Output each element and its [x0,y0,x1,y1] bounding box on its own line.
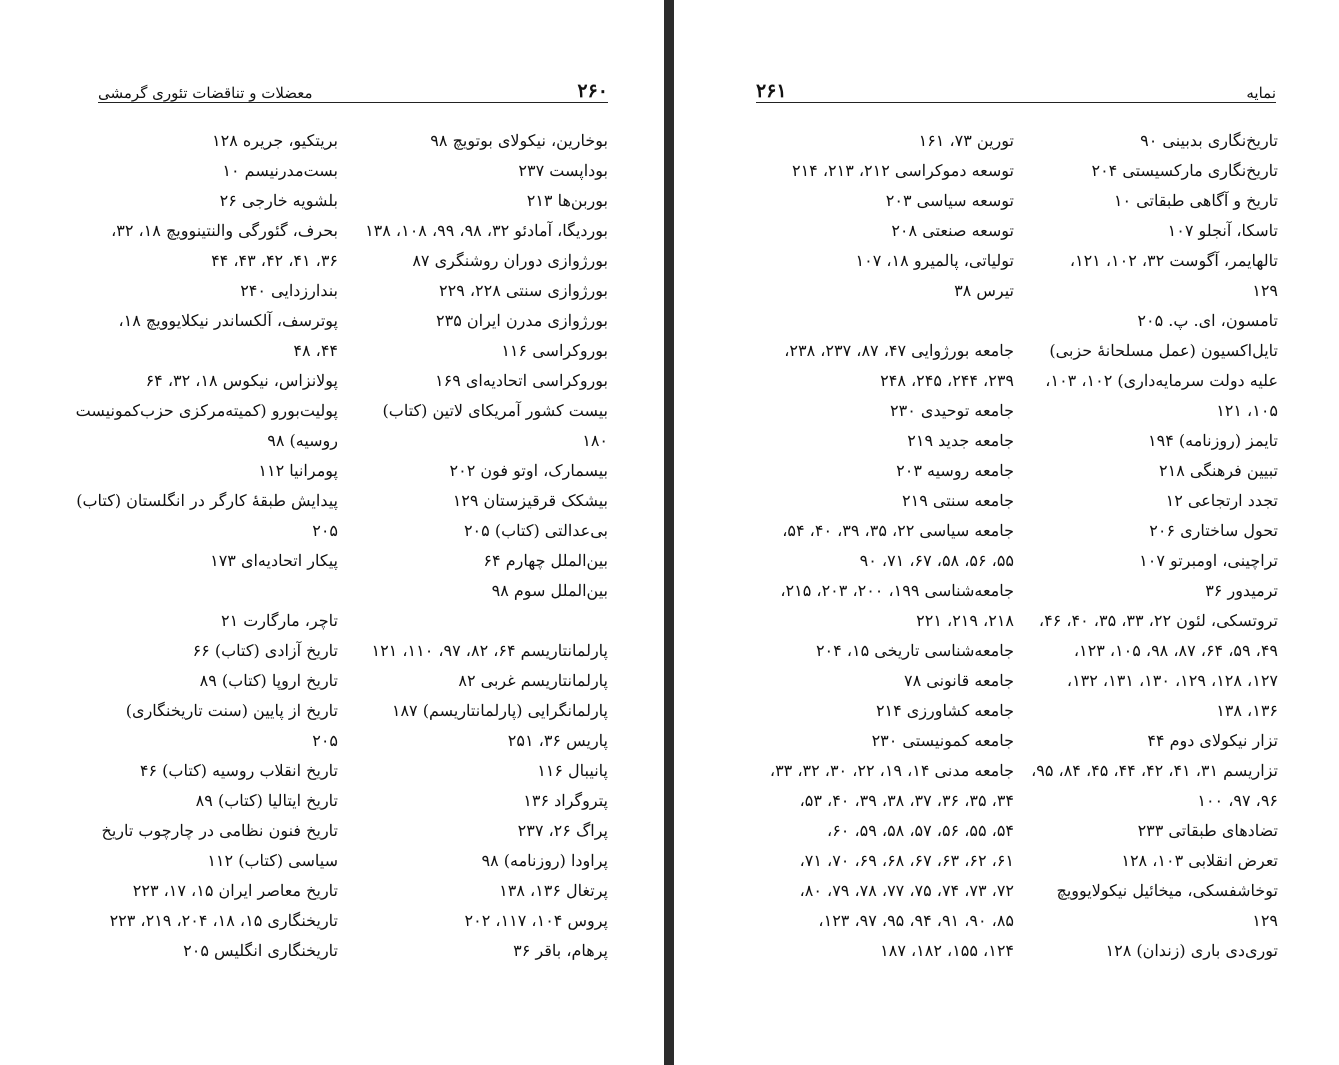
index-entry: ۱۲۹ [1252,281,1278,300]
index-entry: جامعه مدنی ۱۴، ۱۹، ۲۲، ۳۰، ۳۲، ۳۳، [769,761,1014,780]
index-entry: ۱۲۹ [1252,911,1278,930]
index-entry: پروس ۱۰۴، ۱۱۷، ۲۰۲ [464,911,608,930]
index-entry: تاریخ و آگاهی طبقاتی ۱۰ [1113,191,1278,210]
index-entry: جامعه بورژوایی ۴۷، ۸۷، ۲۳۷، ۲۳۸، [784,341,1014,360]
index-entry: ۴۹، ۵۹، ۶۴، ۸۷، ۹۸، ۱۰۵، ۱۲۳، [1073,641,1278,660]
index-entry: جامعه کمونیستی ۲۳۰ [871,731,1014,750]
index-entry: جامعه کشاورزی ۲۱۴ [875,701,1014,720]
index-entry: ۳۶، ۴۱، ۴۲، ۴۳، ۴۴ [211,251,338,270]
left-index-column-a [358,126,608,966]
index-entry: ترمیدور ۳۶ [1205,581,1278,600]
index-entry: تزاریسم ۳۱، ۴۱، ۴۲، ۴۴، ۴۵، ۸۴، ۹۵، [1031,761,1278,780]
index-entry: روسیه) ۹۸ [267,431,338,450]
index-entry: بورژوازی سنتی ۲۲۸، ۲۲۹ [439,281,608,300]
right-page [674,0,1339,1065]
index-entry: ۹۶، ۹۷، ۱۰۰ [1197,791,1278,810]
index-entry: پرتغال ۱۳۶، ۱۳۸ [499,881,608,900]
right-head-title: نمایه [1246,84,1276,102]
index-entry: پتروگراد ۱۳۶ [523,791,608,810]
index-entry: ۶۱، ۶۲، ۶۳، ۶۷، ۶۸، ۶۹، ۷۰، ۷۱، [799,851,1014,870]
index-entry: توخاشفسکی، میخائیل نیکولایوویچ [1056,881,1278,900]
index-entry: ۱۸۰ [582,431,608,450]
index-entry: بیسمارک، اوتو فون ۲۰۲ [449,461,608,480]
index-entry: بوروکراسی اتحادیه‌ای ۱۶۹ [435,371,608,390]
book-spine [664,0,674,1065]
left-page-number: ۲۶۰ [577,80,608,102]
left-index-column-b [75,126,338,966]
index-entry: پراودا (روزنامه) ۹۸ [481,851,608,870]
right-index-column-a [1030,126,1278,966]
index-entry: بلشویه خارجی ۲۶ [219,191,338,210]
index-entry: تیرس ۳۸ [954,281,1014,300]
index-entry: تاچر، مارگارت ۲۱ [220,611,338,630]
index-entry: تراچینی، اومبرتو ۱۰۷ [1139,551,1278,570]
index-entry: تاریخ فنون نظامی در چارچوب تاریخ [101,821,338,840]
index-entry: جامعه سیاسی ۲۲، ۳۵، ۳۹، ۴۰، ۵۴، [782,521,1014,540]
index-entry: تاریخ‌نگاری مارکسیستی ۲۰۴ [1091,161,1278,180]
index-entry: جامعه قانونی ۷۸ [903,671,1014,690]
index-entry: بوداپست ۲۳۷ [518,161,608,180]
index-entry: جامعه سنتی ۲۱۹ [902,491,1014,510]
index-entry: بیست کشور آمریکای لاتین (کتاب) [382,401,608,420]
index-entry: ۴۴، ۴۸ [293,341,338,360]
index-entry: تالهایمر، آگوست ۳۲، ۱۰۲، ۱۲۱، [1069,251,1278,270]
index-entry: جامعه توحیدی ۲۳۰ [890,401,1014,420]
index-entry: تولیاتی، پالمیرو ۱۸، ۱۰۷ [855,251,1014,270]
index-entry: ۲۰۵ [312,731,338,750]
index-entry: ۲۰۵ [312,521,338,540]
index-gap [760,306,1014,336]
index-entry: تاریخ ایتالیا (کتاب) ۸۹ [195,791,338,810]
index-entry: سیاسی (کتاب) ۱۱۲ [207,851,338,870]
index-entry: جامعه‌شناسی ۱۹۹، ۲۰۰، ۲۰۳، ۲۱۵، [780,581,1014,600]
index-entry: بی‌عدالتی (کتاب) ۲۰۵ [463,521,608,540]
left-page [0,0,664,1065]
index-entry: پارلمانتاریسم غربی ۸۲ [458,671,608,690]
right-index-column-b [760,126,1014,966]
index-entry: بین‌الملل چهارم ۶۴ [483,551,608,570]
index-entry: بوردیگا، آمادئو ۳۲، ۹۸، ۹۹، ۱۰۸، ۱۳۸ [365,221,608,240]
index-gap [358,606,608,636]
index-entry: تاریخ از پایین (سنت تاریخنگاری) [125,701,338,720]
index-entry: تاریخ معاصر ایران ۱۵، ۱۷، ۲۲۳ [132,881,338,900]
index-entry: ۲۱۸، ۲۱۹، ۲۲۱ [916,611,1014,630]
index-entry: تزار نیکولای دوم ۴۴ [1147,731,1278,750]
index-entry: بحرف، گئورگی والنتینوویچ ۱۸، ۳۲، [111,221,338,240]
index-entry: پولانزاس، نیکوس ۱۸، ۳۲، ۶۴ [145,371,338,390]
index-entry: پاریس ۳۶، ۲۵۱ [507,731,608,750]
index-gap [94,576,338,606]
index-entry: تضادهای طبقاتی ۲۳۳ [1137,821,1278,840]
index-entry: تورین ۷۳، ۱۶۱ [918,131,1014,150]
index-entry: ۱۲۴، ۱۵۵، ۱۸۲، ۱۸۷ [880,941,1014,960]
index-entry: پارلمانگرایی (پارلمانتاریسم) ۱۸۷ [391,701,608,720]
index-entry: توری‌دی باری (زندان) ۱۲۸ [1105,941,1278,960]
index-entry: پوترسف، آلکساندر نیکلایوویچ ۱۸، [118,311,338,330]
index-entry: ۸۵، ۹۰، ۹۱، ۹۴، ۹۵، ۹۷، ۱۲۳، [818,911,1014,930]
left-head-title: معضلات و تناقضات تئوری گرمشی [98,84,313,102]
index-entry: تروتسکی، لئون ۲۲، ۳۳، ۳۵، ۴۰، ۴۶، [1038,611,1278,630]
index-entry: تبیین فرهنگی ۲۱۸ [1159,461,1278,480]
index-entry: بیشکک قرقیزستان ۱۲۹ [452,491,608,510]
index-entry: ۳۴، ۳۵، ۳۶، ۳۷، ۳۸، ۳۹، ۴۰، ۵۳، [799,791,1014,810]
index-entry: توسعه صنعتی ۲۰۸ [891,221,1014,240]
index-entry: جامعه‌شناسی تاریخی ۱۵، ۲۰۴ [815,641,1014,660]
index-entry: تاریخنگاری ۱۵، ۱۸، ۲۰۴، ۲۱۹، ۲۲۳ [109,911,338,930]
index-entry: ۷۲، ۷۳، ۷۴، ۷۵، ۷۷، ۷۸، ۷۹، ۸۰، [799,881,1014,900]
index-entry: جامعه جدید ۲۱۹ [907,431,1014,450]
index-entry: بندارزدایی ۲۴۰ [240,281,338,300]
index-entry: تجدد ارتجاعی ۱۲ [1165,491,1278,510]
index-entry: تاریخ اروپا (کتاب) ۸۹ [199,671,338,690]
index-entry: پارلمانتاریسم ۶۴، ۸۲، ۹۷، ۱۱۰، ۱۲۱ [371,641,608,660]
index-entry: تعرض انقلابی ۱۰۳، ۱۲۸ [1121,851,1278,870]
index-entry: پانیبال ۱۱۶ [537,761,608,780]
index-entry: علیه دولت سرمایه‌داری) ۱۰۲، ۱۰۳، [1045,371,1278,390]
index-entry: تاریخ انقلاب روسیه (کتاب) ۴۶ [139,761,338,780]
index-entry: ۲۳۹، ۲۴۴، ۲۴۵، ۲۴۸ [880,371,1014,390]
index-entry: توسعه سیاسی ۲۰۳ [885,191,1014,210]
index-entry: بریتکیو، جریره ۱۲۸ [212,131,338,150]
index-entry: پیدایش طبقهٔ کارگر در انگلستان (کتاب) [76,491,338,510]
index-entry: پرهام، باقر ۳۶ [513,941,608,960]
index-entry: بست‌مدرنیسم ۱۰ [222,161,338,180]
left-running-head [98,78,608,103]
index-entry: تایمز (روزنامه) ۱۹۴ [1148,431,1278,450]
index-entry: تاریخ آزادی (کتاب) ۶۶ [192,641,338,660]
index-entry: تاریخ‌نگاری بدبینی ۹۰ [1140,131,1278,150]
index-entry: بورژوازی مدرن ایران ۲۳۵ [436,311,608,330]
index-entry: تاریخنگاری انگلیس ۲۰۵ [183,941,338,960]
index-entry: ۵۴، ۵۵، ۵۶، ۵۷، ۵۸، ۵۹، ۶۰، [827,821,1014,840]
index-entry: ۱۰۵، ۱۲۱ [1216,401,1278,420]
index-entry: جامعه روسیه ۲۰۳ [896,461,1014,480]
index-entry: بوربن‌ها ۲۱۳ [526,191,608,210]
index-entry: تاسکا، آنجلو ۱۰۷ [1167,221,1278,240]
index-entry: پولیت‌بورو (کمیته‌مرکزی حزب‌کمونیست [75,401,338,420]
index-entry: ۵۵، ۵۶، ۵۸، ۶۷، ۷۱، ۹۰ [859,551,1014,570]
index-entry: ۱۳۶، ۱۳۸ [1216,701,1278,720]
index-entry: بوروکراسی ۱۱۶ [501,341,608,360]
index-entry: بورژوازی دوران روشنگری ۸۷ [412,251,608,270]
index-entry: ۱۲۷، ۱۲۸، ۱۲۹، ۱۳۰، ۱۳۱، ۱۳۲، [1066,671,1278,690]
index-entry: تامسون، ای. پ. ۲۰۵ [1137,311,1278,330]
index-entry: بوخارین، نیکولای بوتویچ ۹۸ [430,131,608,150]
index-entry: بین‌الملل سوم ۹۸ [491,581,608,600]
index-entry: پیکار اتحادیه‌ای ۱۷۳ [210,551,338,570]
index-entry: تایل‌اکسیون (عمل مسلحانهٔ حزبی) [1049,341,1278,360]
index-entry: پراگ ۲۶، ۲۳۷ [517,821,608,840]
right-running-head [756,78,1276,103]
index-entry: تحول ساختاری ۲۰۶ [1149,521,1278,540]
right-page-number: ۲۶۱ [756,80,787,102]
index-entry: توسعه دموکراسی ۲۱۲، ۲۱۳، ۲۱۴ [791,161,1014,180]
index-entry: پومرانیا ۱۱۲ [258,461,338,480]
